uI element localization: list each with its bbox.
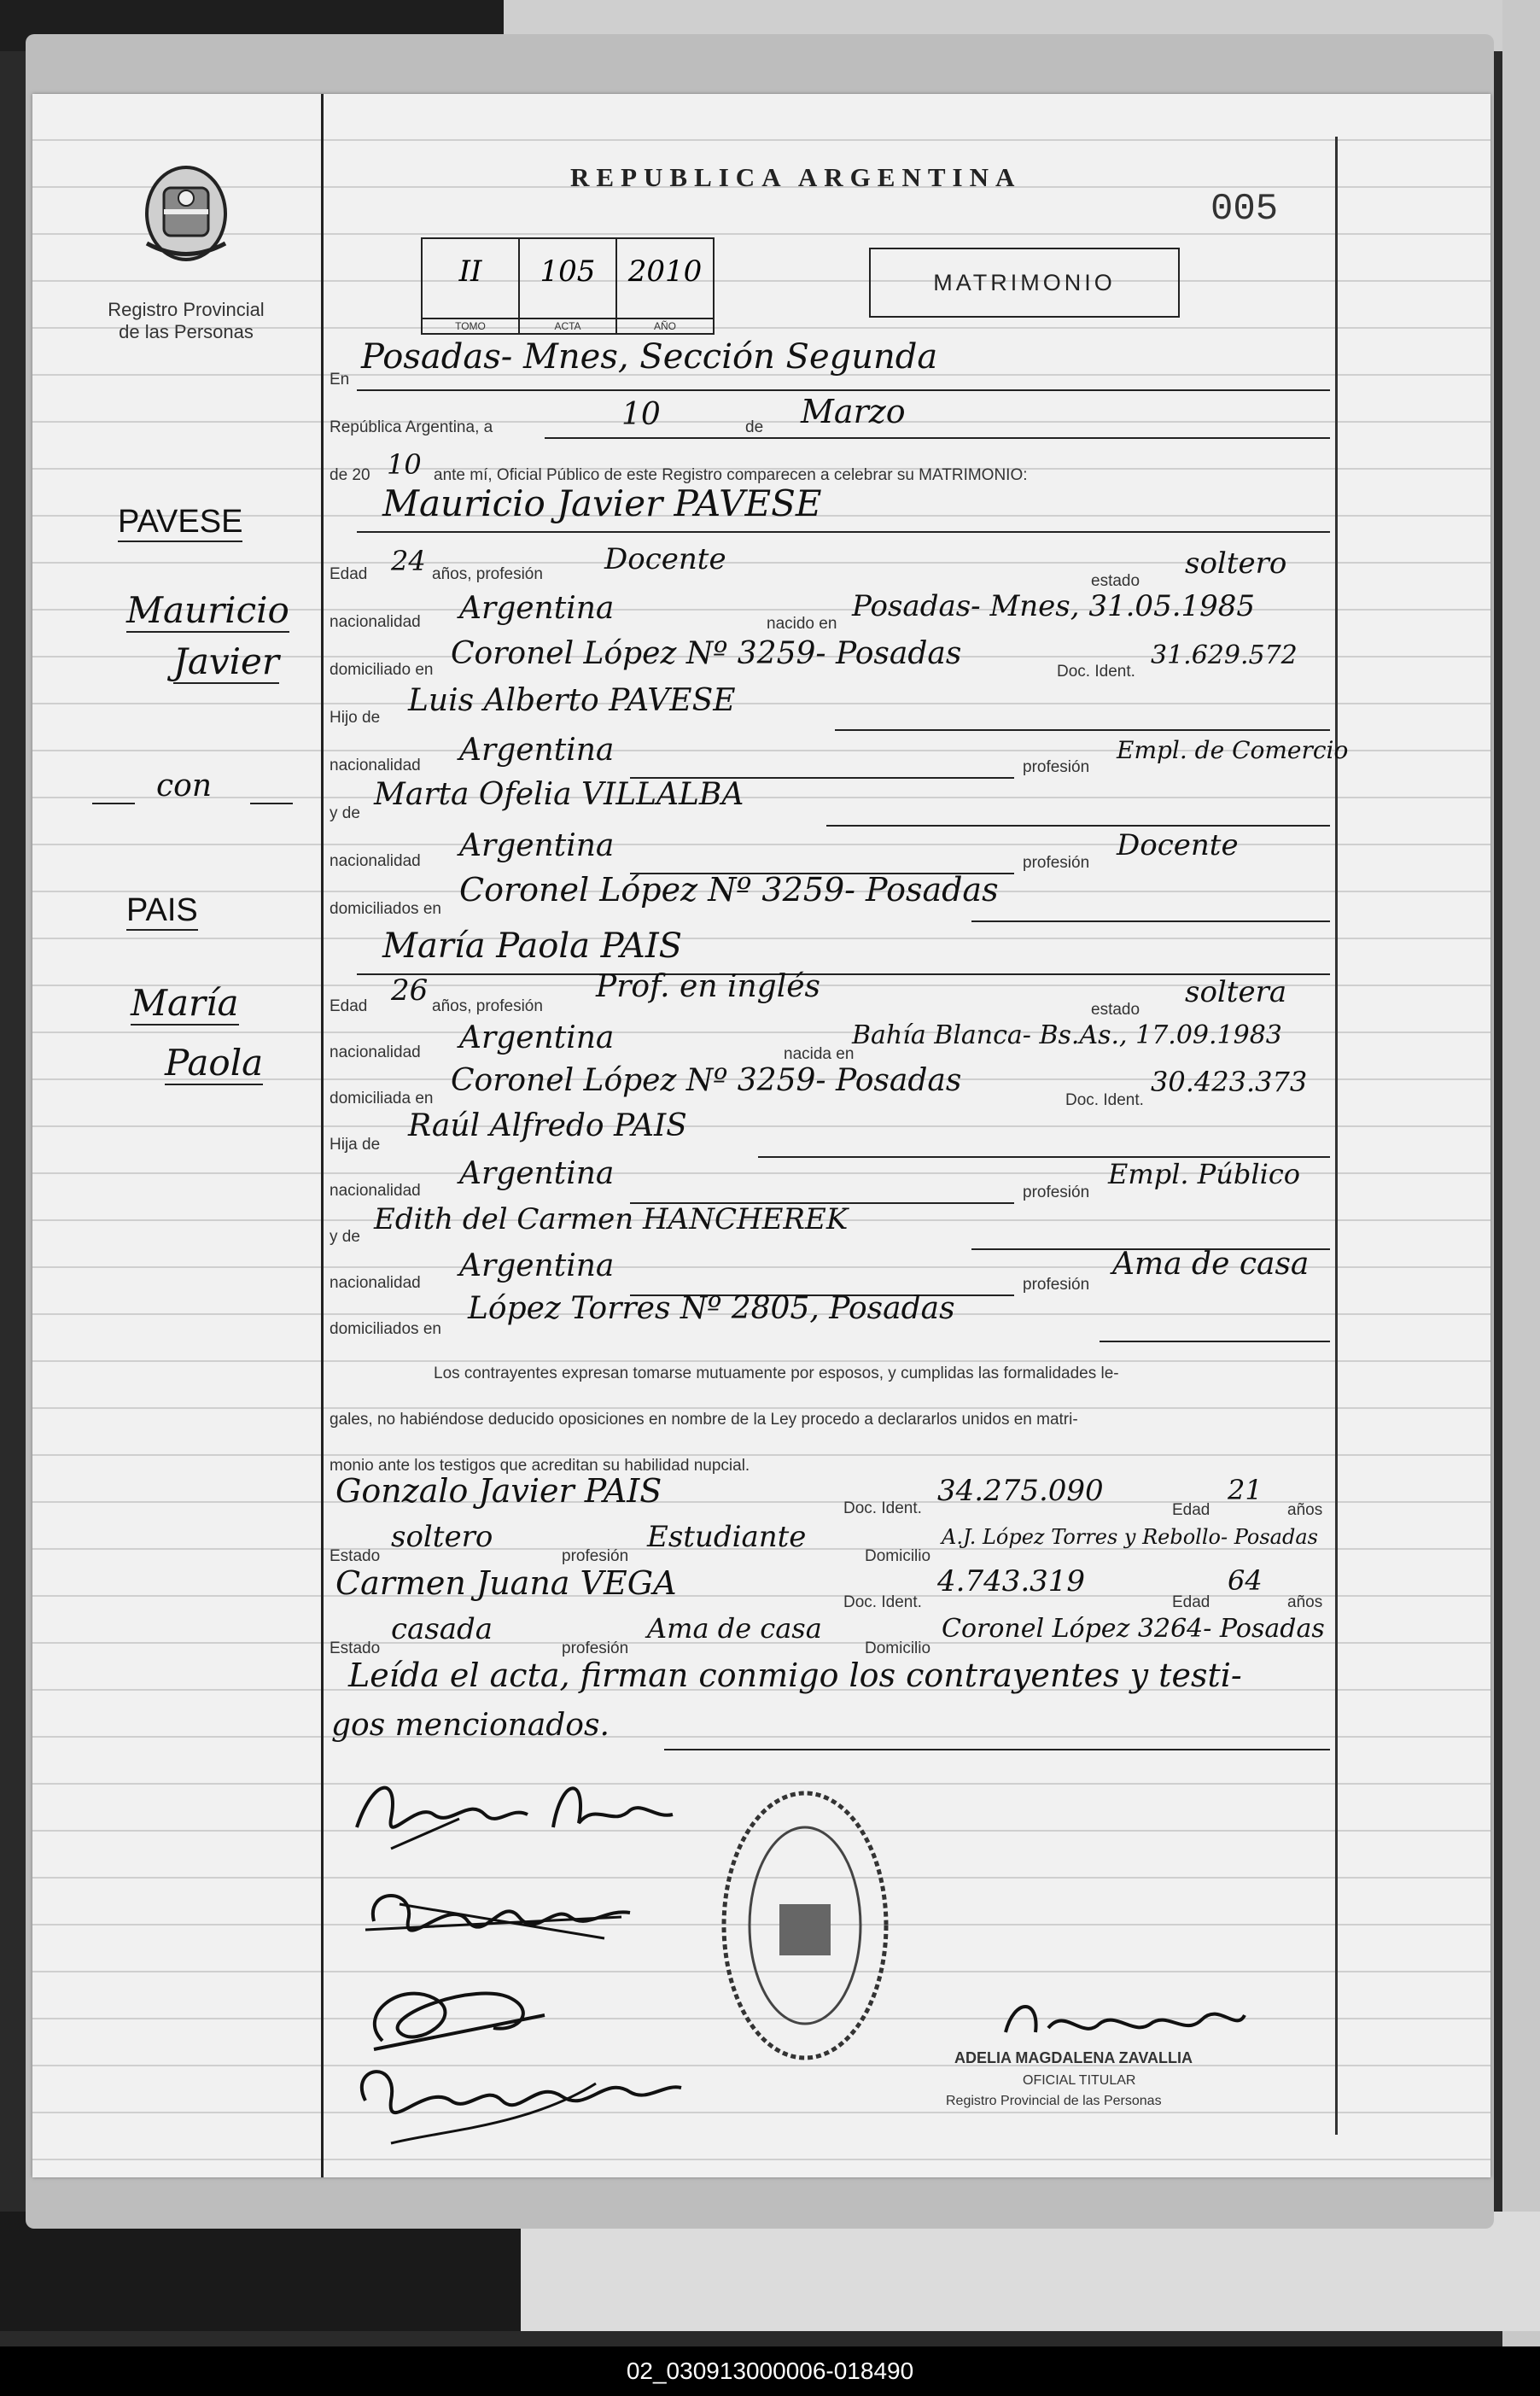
line-place <box>357 389 1330 391</box>
tomo-value: II <box>458 254 482 289</box>
bride-doc: 30.423.373 <box>1151 1066 1308 1098</box>
place-city: Posadas- Mnes, Sección Segunda <box>361 337 938 377</box>
label-profesion-5: profesión <box>562 1547 629 1565</box>
label-profesion-3: profesión <box>1023 1183 1090 1201</box>
groom-name: Mauricio Javier PAVESE <box>382 482 822 524</box>
groom-profession: Docente <box>604 542 726 576</box>
label-y-de-2: y de <box>330 1228 360 1246</box>
background-right <box>1502 0 1540 2396</box>
line-bride-parents-address <box>1100 1341 1330 1342</box>
registry-name: Registro Provincial de las Personas <box>108 299 265 342</box>
label-domiciliado-en: domiciliado en <box>330 661 434 679</box>
margin-column <box>32 94 324 2177</box>
bride-birth: Bahía Blanca- Bs.As., 17.09.1983 <box>852 1020 1282 1050</box>
groom-father-prof: Empl. de Comercio <box>1117 736 1349 764</box>
label-profesion-2: profesión <box>1023 854 1090 872</box>
label-anos-profesion-2: años, profesión <box>432 997 543 1015</box>
groom-parents-address: Coronel López Nº 3259- Posadas <box>459 871 999 909</box>
groom-doc: 31.629.572 <box>1151 640 1298 670</box>
label-nacido-en: nacido en <box>767 615 837 633</box>
groom-signature <box>340 1768 698 1861</box>
bride-status: soltera <box>1185 975 1287 1009</box>
witness2-name: Carmen Juana VEGA <box>335 1564 677 1602</box>
line-groom-name <box>357 531 1330 533</box>
groom-address: Coronel López Nº 3259- Posadas <box>451 636 962 671</box>
label-edad-4: Edad <box>1172 1593 1210 1611</box>
scan-code: 02_030913000006-018490 <box>0 2346 1540 2396</box>
label-edad-3: Edad <box>1172 1501 1210 1519</box>
connector-dash-left <box>92 803 135 804</box>
document-type-box: MATRIMONIO <box>869 248 1180 318</box>
witness1-name: Gonzalo Javier PAIS <box>335 1472 662 1510</box>
groom-status: soltero <box>1185 546 1287 581</box>
bride-father-nat: Argentina <box>459 1156 615 1191</box>
closing-line-2: gos mencionados. <box>331 1708 610 1743</box>
label-anos-profesion: años, profesión <box>432 565 543 583</box>
bride-mother-nat: Argentina <box>459 1248 615 1283</box>
label-edad-2: Edad <box>330 997 368 1015</box>
groom-father-nat: Argentina <box>459 733 615 768</box>
label-doc-ident-4: Doc. Ident. <box>843 1593 922 1611</box>
background-bottom <box>0 2212 1540 2331</box>
bride-nationality: Argentina <box>459 1020 615 1055</box>
margin-bride-given2: Paola <box>165 1042 264 1084</box>
label-estado: estado <box>1091 572 1140 590</box>
label-de-year: de 20 <box>330 466 370 484</box>
declaration-line-1: Los contrayentes expresan tomarse mutuamente por esposos, y cumplidas las formalidades le- <box>434 1365 1119 1382</box>
label-doc-ident-3: Doc. Ident. <box>843 1499 922 1517</box>
label-nacionalidad-2: nacionalidad <box>330 757 421 774</box>
label-nacionalidad-3: nacionalidad <box>330 852 421 870</box>
label-estado-cap-2: Estado <box>330 1639 381 1657</box>
acta-label: ACTA <box>520 318 615 333</box>
line-groom-mother <box>826 825 1330 827</box>
record-reference-box <box>421 237 715 335</box>
label-hijo-de: Hijo de <box>330 709 381 727</box>
margin-groom-surname: PAVESE <box>118 504 242 542</box>
label-nacionalidad-5: nacionalidad <box>330 1182 421 1200</box>
line-groom-parents-address <box>971 920 1330 922</box>
label-profesion: profesión <box>1023 758 1090 776</box>
margin-groom-given2: Javier <box>173 640 279 682</box>
official-seal <box>715 1785 895 2066</box>
page-title: REPUBLICA ARGENTINA <box>570 162 1022 192</box>
acta-value: 105 <box>540 254 596 289</box>
margin-connector: con <box>156 768 213 804</box>
label-y-de: y de <box>330 804 360 822</box>
witness2-age: 64 <box>1228 1564 1263 1597</box>
groom-birth: Posadas- Mnes, 31.05.1985 <box>852 589 1256 623</box>
groom-father: Luis Alberto PAVESE <box>408 683 736 718</box>
witness2-address: Coronel López 3264- Posadas <box>942 1614 1325 1644</box>
coat-of-arms-icon <box>135 162 237 265</box>
official-registry: Registro Provincial de las Personas <box>946 2094 1162 2108</box>
witness1-age: 21 <box>1228 1474 1263 1506</box>
line-groom-father <box>835 729 1330 731</box>
label-domiciliados-en: domiciliados en <box>330 900 441 918</box>
right-margin-line <box>1335 137 1338 2135</box>
official-name: ADELIA MAGDALENA ZAVALLIA <box>954 2049 1193 2066</box>
label-de-month: de <box>745 418 764 436</box>
bride-father-prof: Empl. Público <box>1108 1158 1301 1190</box>
witness2-doc: 4.743.319 <box>937 1564 1086 1598</box>
witness1-status: soltero <box>391 1520 493 1554</box>
register-page <box>32 94 1490 2177</box>
groom-mother-prof: Docente <box>1117 828 1239 862</box>
label-domicilio: Domicilio <box>865 1547 931 1565</box>
label-estado-cap: Estado <box>330 1547 381 1565</box>
label-domiciliada-en: domiciliada en <box>330 1090 434 1107</box>
bride-age: 26 <box>391 973 429 1008</box>
bride-father: Raúl Alfredo PAIS <box>408 1108 687 1143</box>
document-number: 005 <box>1210 188 1279 231</box>
declaration-line-3: monio ante los testigos que acreditan su habilidad nupcial. <box>330 1457 750 1475</box>
bride-parents-address: López Torres Nº 2805, Posadas <box>468 1291 955 1326</box>
line-bride-name <box>357 973 1330 975</box>
witness1-doc: 34.275.090 <box>937 1474 1104 1508</box>
groom-mother-nat: Argentina <box>459 828 615 863</box>
declaration-line-2: gales, no habiéndose deducido oposiciones en nombre de la Ley procedo a declararlos unidos en matri- <box>330 1411 1078 1429</box>
groom-age: 24 <box>391 545 426 577</box>
label-edad: Edad <box>330 565 368 583</box>
label-domiciliados-en-2: domiciliados en <box>330 1320 441 1338</box>
line-date <box>545 437 1330 439</box>
label-republica: República Argentina, a <box>330 418 493 436</box>
label-domicilio-2: Domicilio <box>865 1639 931 1657</box>
anio-value: 2010 <box>627 254 703 289</box>
bride-address: Coronel López Nº 3259- Posadas <box>451 1063 962 1098</box>
groom-nationality: Argentina <box>459 591 615 626</box>
closing-line-1: Leída el acta, firman conmigo los contrayentes y testi- <box>348 1657 1242 1694</box>
margin-bride-given1: María <box>131 982 239 1024</box>
label-estado-2: estado <box>1091 1001 1140 1019</box>
bride-mother: Edith del Carmen HANCHEREK <box>374 1202 849 1236</box>
official-title: OFICIAL TITULAR <box>1023 2073 1136 2088</box>
official-signature <box>989 1981 1262 2058</box>
label-profesion-6: profesión <box>562 1639 629 1657</box>
bride-profession: Prof. en inglés <box>596 969 821 1004</box>
anio-label: AÑO <box>617 318 713 333</box>
label-profesion-4: profesión <box>1023 1276 1090 1294</box>
witness2-profession: Ama de casa <box>647 1612 822 1645</box>
witness2-signature <box>340 2049 698 2152</box>
date-day: 10 <box>621 397 661 432</box>
bride-signature <box>348 1870 656 1964</box>
groom-mother: Marta Ofelia VILLALBA <box>374 777 744 812</box>
date-year: 10 <box>387 448 422 481</box>
label-doc-ident: Doc. Ident. <box>1057 663 1135 681</box>
witness2-status: casada <box>391 1612 493 1646</box>
label-nacionalidad-4: nacionalidad <box>330 1043 421 1061</box>
label-nacionalidad-6: nacionalidad <box>330 1274 421 1292</box>
label-nacida-en: nacida en <box>784 1045 855 1063</box>
tomo-label: TOMO <box>423 318 518 333</box>
label-anos-2: años <box>1287 1593 1323 1611</box>
label-hija-de: Hija de <box>330 1136 381 1154</box>
margin-groom-given1: Mauricio <box>126 589 289 631</box>
bride-mother-prof: Ama de casa <box>1112 1247 1310 1282</box>
label-ante: ante mí, Oficial Público de este Registro comparecen a celebrar su MATRIMONIO: <box>434 466 1028 484</box>
bride-name: María Paola PAIS <box>382 926 683 966</box>
label-doc-ident-2: Doc. Ident. <box>1065 1091 1144 1109</box>
witness1-address: A.J. López Torres y Rebollo- Posadas <box>942 1525 1318 1549</box>
line-closing <box>664 1749 1330 1750</box>
label-nacionalidad: nacionalidad <box>330 613 421 631</box>
date-month: Marzo <box>801 393 906 430</box>
label-anos: años <box>1287 1501 1323 1519</box>
witness1-profession: Estudiante <box>647 1520 807 1554</box>
label-en: En <box>330 371 350 389</box>
connector-dash-right <box>250 803 293 804</box>
margin-bride-surname: PAIS <box>126 892 198 931</box>
